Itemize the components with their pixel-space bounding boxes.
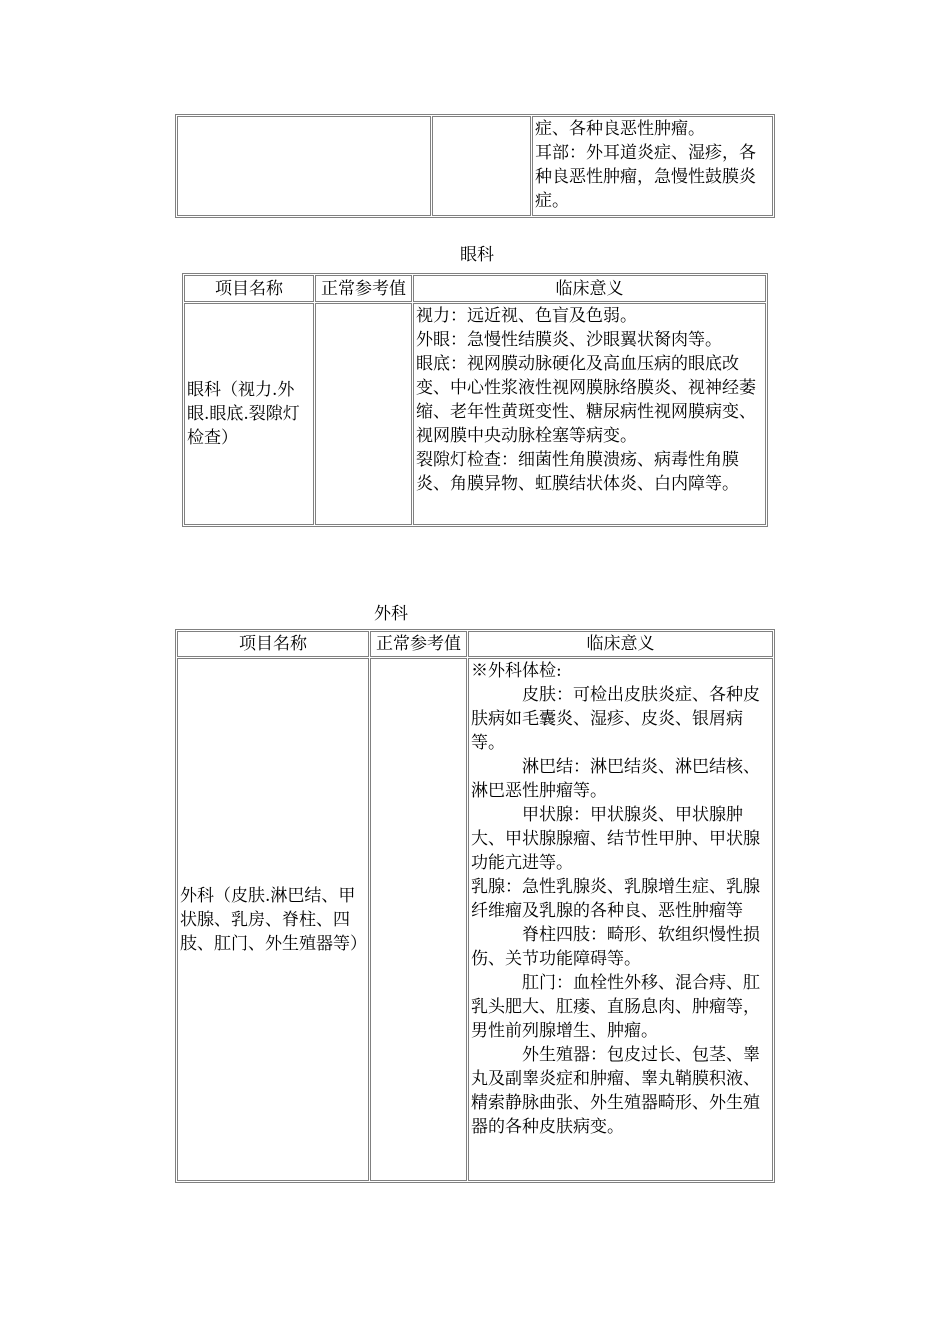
header-normal: 正常参考值 — [315, 275, 412, 302]
surgery-normal-value — [370, 658, 467, 1181]
meaning-line: 淋巴结：淋巴结炎、淋巴结核、淋巴恶性肿瘤等。 — [471, 757, 760, 802]
meaning-line: 皮肤：可检出皮肤炎症、各种皮肤病如毛囊炎、湿疹、皮炎、银屑病等。 — [471, 685, 760, 754]
surgery-section-caption: 外科 — [374, 604, 408, 624]
top-normal-cell — [432, 116, 531, 216]
meaning-line: 甲状腺：甲状腺炎、甲状腺肿大、甲状腺腺瘤、结节性甲肿、甲状腺功能亢进等。 — [471, 805, 760, 874]
surgery-table — [175, 629, 775, 1183]
surgery-item-name: 外科（皮肤.淋巴结、甲状腺、乳房、脊柱、四肢、肛门、外生殖器等） — [177, 658, 369, 1181]
surgery-meaning-cell — [468, 658, 773, 1181]
header-meaning: 临床意义 — [468, 631, 773, 657]
meaning-line: 耳部：外耳道炎症、湿疹，各种良恶性肿瘤，急慢性鼓膜炎症。 — [535, 143, 756, 211]
header-name: 项目名称 — [177, 631, 369, 657]
eye-normal-value — [315, 303, 412, 525]
header-meaning: 临床意义 — [413, 275, 766, 302]
header-name: 项目名称 — [184, 275, 314, 302]
eye-section-caption: 眼科 — [460, 245, 494, 265]
top-continuation-table — [175, 114, 775, 218]
header-normal: 正常参考值 — [370, 631, 467, 657]
meaning-line: 眼底：视网膜动脉硬化及高血压病的眼底改变、中心性浆液性视网膜脉络膜炎、视神经萎缩、老年性黄斑变性、糖尿病性视网膜病变、视网膜中央动脉栓塞等病变。 — [416, 354, 756, 447]
meaning-line: 外生殖器：包皮过长、包茎、睾丸及副睾炎症和肿瘤、睾丸鞘膜积液、精索静脉曲张、外生殖器畸形、外生殖器的各种皮肤病变。 — [471, 1045, 760, 1138]
meaning-title: ※外科体检: — [471, 661, 562, 682]
top-name-cell — [177, 116, 431, 216]
meaning-line: 裂隙灯检查：细菌性角膜溃疡、病毒性角膜炎、角膜异物、虹膜结状体炎、白内障等。 — [416, 450, 739, 495]
meaning-line: 乳腺：急性乳腺炎、乳腺增生症、乳腺纤维瘤及乳腺的各种良、恶性肿瘤等 — [471, 877, 760, 922]
eye-table — [182, 273, 768, 527]
eye-meaning-cell — [413, 303, 766, 525]
meaning-line: 视力：远近视、色盲及色弱。 — [416, 306, 637, 327]
eye-item-name: 眼科（视力.外眼.眼底.裂隙灯检查） — [184, 303, 314, 525]
top-meaning-cell — [532, 116, 773, 216]
meaning-line: 脊柱四肢：畸形、软组织慢性损伤、关节功能障碍等。 — [471, 925, 760, 970]
meaning-line: 肛门：血栓性外移、混合痔、肛乳头肥大、肛瘘、直肠息肉、肿瘤等，男性前列腺增生、肿瘤。 — [471, 973, 760, 1042]
meaning-line: 外眼：急慢性结膜炎、沙眼翼状胬肉等。 — [416, 330, 722, 351]
meaning-line: 症、各种良恶性肿瘤。 — [535, 119, 705, 139]
